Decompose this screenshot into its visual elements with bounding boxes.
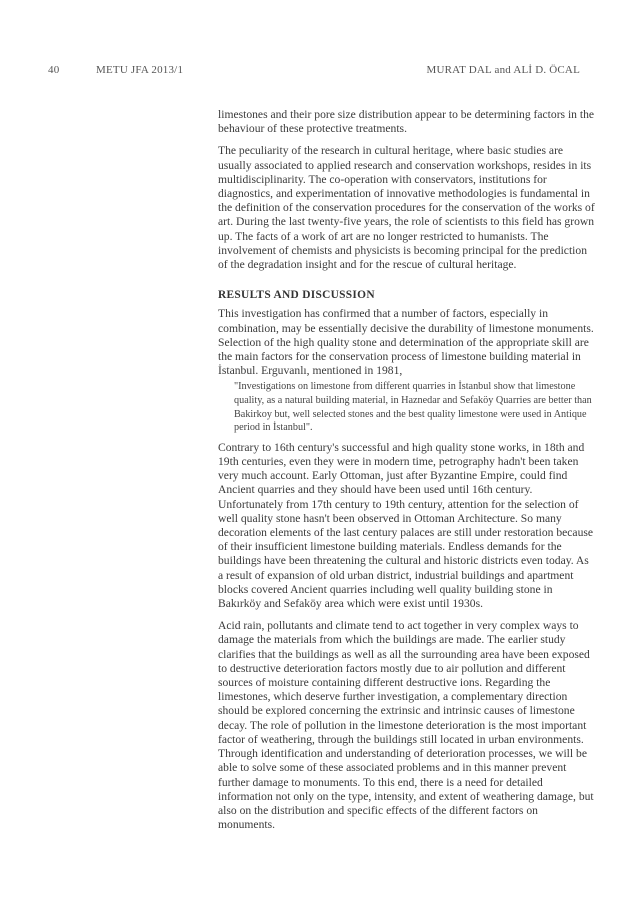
paragraph-4: Contrary to 16th century's successful and high quality stone works, in 18th and 19th centuries, even they were in modern time, petrography hadn't been taken very much account. Early Ottoman, just after Byzantine Empire, could find Ancient quarries and they should have been used until 16th century. Unfortunately from 17th century to 19th century, attention for the selection of well quality stone hasn't been observed in Ottoman Architecture. So many decoration elements of the last century palaces are still under restoration because of their insufficient limestone building materials. Endless demands for the buildings have been threatening the cultural and historic districts even today. As a result of expansion of old urban district, industrial buildings and apartment blocks covered Ancient quarries including well quality building stone in Bakırköy and Sefaköy area which were exist until 1930s. [218,440,594,611]
paragraph-1: limestones and their pore size distribution appear to be determining factors in the behaviour of these protective treatments. [218,108,595,136]
author-names: MURAT DAL and ALİ D. ÖCAL [426,64,580,76]
journal-name: METU JFA 2013/1 [96,64,184,76]
page-number: 40 [48,64,60,76]
paragraph-2: The peculiarity of the research in cultural heritage, where basic studies are usually associated to applied research and conservation workshops, resides in its multidisciplinarity. The co-operation with conservators, institutions for diagnostics, and experimentation of innovative methodologies is fundamental in the definition of the conservation procedures for the conservation of the works of art. During the last twenty-five years, the role of scientists to this field has grown up. The facts of a work of art are no longer restricted to humanists. The involvement of chemists and physicists is becoming principal for the prediction of the degradation insight and for the rescue of cultural heritage. [218,144,595,272]
paragraph-3: This investigation has confirmed that a number of factors, especially in combination, may be essentially decisive the durability of limestone monuments. Selection of the high quality stone and determination of the appropriate skill are the main factors for the conservation process of limestone building material in İstanbul. Erguvanlı, mentioned in 1981, [218,307,594,378]
block-quote: "Investigations on limestone from different quarries in İstanbul show that limestone quality, as a natural building material, in Haznedar and Sefaköy Quarries are better than Bakirkoy but, well selected stones and the best quality limestone were used in Antique period in İstanbul". [234,381,592,434]
paragraph-5: Acid rain, pollutants and climate tend to act together in very complex ways to damage the materials from which the buildings are made. The earlier study clarifies that the buildings as well as all the surrounding area have been exposed to destructive deterioration factors mostly due to air pollution and different sources of moisture containing different destructive ions. Regarding the limestones, which deserve further investigation, a complementary direction should be explored concerning the extrinsic and intrinsic causes of limestone decay. The role of pollution in the limestone deterioration is the most important factor of weathering, through the buildings still located in urban environments. Through identification and understanding of deterioration processes, we will be able to solve some of these associated problems and in this manner prevent further damage to monuments. To this end, there is a need for detailed information not only on the type, intensity, and extent of weathering damage, but also on the distribution and specific effects of the different factors on monuments. [218,619,594,832]
article-body [218,108,596,840]
section-heading: RESULTS AND DISCUSSION [218,289,375,302]
